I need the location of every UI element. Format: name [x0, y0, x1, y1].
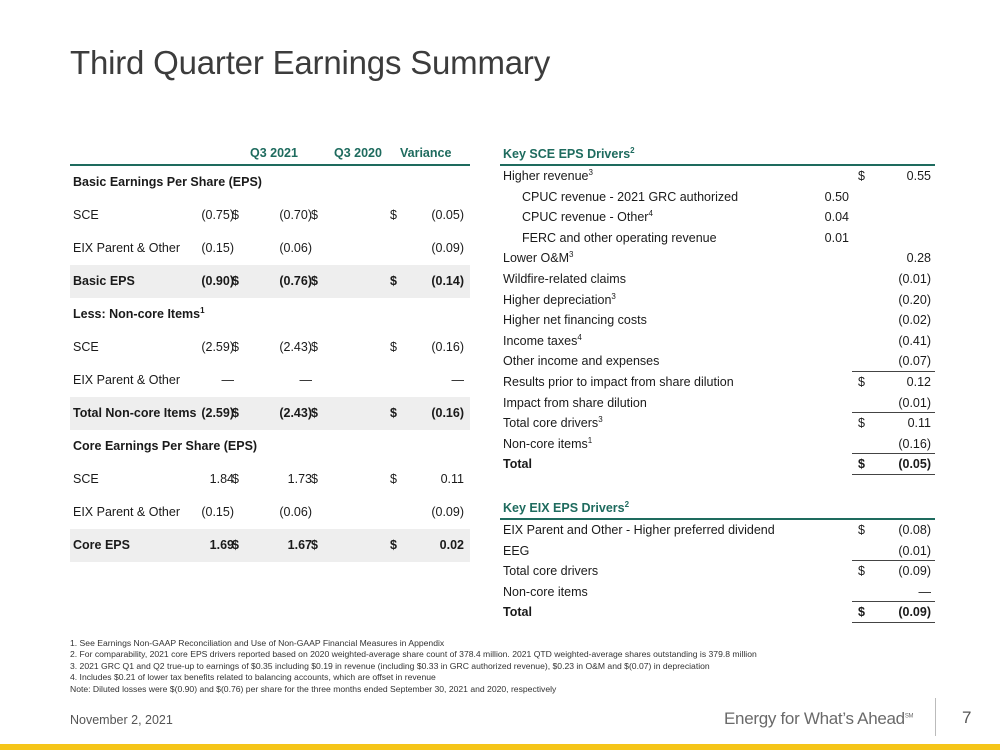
table-row: [70, 331, 470, 364]
cell-value: (0.75): [201, 208, 234, 222]
currency-symbol: $: [390, 274, 397, 288]
footnote-ref: 1: [200, 305, 205, 315]
cell-value: (0.09): [431, 505, 464, 519]
cell-value: (0.76): [279, 274, 312, 288]
driver-row: [500, 310, 935, 331]
driver-label: Total core drivers: [503, 564, 599, 579]
driver-value: (0.20): [898, 292, 931, 307]
footnote-ref: 4: [577, 332, 582, 342]
table-row: [70, 463, 470, 496]
currency-symbol: $: [390, 208, 397, 222]
currency-symbol: $: [390, 472, 397, 486]
driver-value: (0.16): [898, 436, 931, 451]
driver-row: [500, 434, 935, 455]
cell-value: 0.11: [440, 472, 464, 486]
driver-label: CPUC revenue - 2021 GRC authorized: [522, 189, 739, 204]
cell-value: (0.06): [279, 505, 312, 519]
footnote-ref: 3: [598, 414, 603, 424]
driver-row: [500, 207, 935, 228]
footnote: 4. Includes $0.21 of lower tax benefits related to balancing accounts, which are offset in revenue: [70, 672, 436, 683]
footnote: Note: Diluted losses were $(0.90) and $(0.76) per share for the three months ended September 30, 2021 and 2020, respectively: [70, 683, 557, 694]
row-label: Basic EPS: [73, 274, 135, 288]
footer-tagline: Energy for What’s Ahead℠: [724, 709, 914, 728]
driver-row: [500, 520, 935, 541]
bottom-accent-bar: [0, 744, 1000, 750]
cell-value: (0.09): [431, 241, 464, 255]
footer-date: November 2, 2021: [70, 713, 173, 727]
table-row: [70, 397, 470, 430]
driver-value: (0.01): [898, 271, 931, 286]
currency-symbol: $: [311, 274, 318, 288]
driver-label: Non-core items: [503, 584, 588, 599]
table-row: [70, 430, 470, 463]
eps-table-header: [70, 144, 470, 166]
driver-value: —: [918, 584, 931, 599]
table-row: [70, 364, 470, 397]
table-row: [70, 232, 470, 265]
footnote: 2. For comparability, 2021 core EPS drivers reported based on 2020 weighted-average share count of 378.4 million. 2021 QTD weighted-average shares outstanding is 379.8 million: [70, 649, 757, 660]
cell-value: (2.59): [201, 406, 234, 420]
footnote: 3. 2021 GRC Q1 and Q2 true-up to earnings of $0.35 including $0.19 in revenue (including $0.33 in GRC authorized revenue), $0.23 in O&M and $(0.07) in depreciation: [70, 660, 710, 671]
row-label: Less: Non-core Items$^1$: [73, 305, 205, 321]
currency-symbol: $: [858, 605, 865, 620]
row-label: SCE: [73, 472, 99, 486]
footnote-ref: 3: [611, 291, 616, 301]
cell-value: 1.73: [287, 472, 312, 486]
driver-label: Income taxes$^4$: [503, 332, 582, 348]
footnote-ref: 3: [569, 250, 574, 260]
currency-symbol: $: [858, 523, 865, 537]
footnote-ref: 3: [588, 167, 593, 177]
driver-row: [500, 290, 935, 311]
table-row: [70, 265, 470, 298]
cell-value: —: [451, 373, 464, 387]
driver-row: [500, 228, 935, 249]
driver-label: CPUC revenue - Other$^4$: [522, 209, 653, 225]
currency-symbol: $: [858, 169, 865, 183]
sub-value: 0.01: [824, 230, 849, 245]
cell-value: (0.06): [279, 241, 312, 255]
page-title: Third Quarter Earnings Summary: [70, 44, 550, 81]
driver-row: [500, 331, 935, 352]
driver-row: [500, 248, 935, 269]
driver-row: [500, 541, 935, 562]
cell-value: (0.14): [431, 274, 464, 288]
sub-value: 0.50: [824, 189, 849, 204]
driver-label: Total: [503, 457, 532, 472]
eps-summary-table: [70, 144, 470, 562]
cell-value: (2.43): [279, 340, 312, 354]
cell-value: (0.16): [431, 406, 464, 420]
cell-value: —: [299, 373, 312, 387]
cell-value: (2.59): [201, 340, 234, 354]
header-q3-2020: Q3 2020: [334, 146, 382, 160]
driver-label: Non-core items$^1$: [503, 435, 593, 451]
cell-value: 1.84: [209, 472, 234, 486]
driver-label: Wildfire-related claims: [503, 271, 626, 286]
currency-symbol: $: [232, 538, 239, 552]
driver-label: Other income and expenses: [503, 354, 660, 369]
driver-value: (0.07): [898, 354, 931, 369]
currency-symbol: $: [390, 406, 397, 420]
driver-label: FERC and other operating revenue: [522, 230, 717, 245]
driver-label: Total core drivers$^3$: [503, 414, 603, 431]
driver-label: Higher net financing costs: [503, 313, 647, 328]
sub-value: 0.04: [824, 210, 849, 225]
table-row: [70, 529, 470, 562]
row-label: SCE: [73, 340, 99, 354]
currency-symbol: $: [390, 340, 397, 354]
driver-label: Results prior to impact from share dilution: [503, 374, 734, 389]
currency-symbol: $: [858, 457, 865, 472]
row-label: Total Non-core Items: [73, 406, 197, 420]
currency-symbol: $: [311, 208, 318, 222]
row-label: Core EPS: [73, 538, 130, 552]
driver-row: [500, 582, 935, 603]
footnote: 1. See Earnings Non-GAAP Reconciliation and Use of Non-GAAP Financial Measures in Appendix: [70, 638, 445, 648]
row-label: SCE: [73, 208, 99, 222]
sce-drivers-table: [500, 144, 935, 475]
eix-drivers-table: [500, 498, 935, 623]
eix-drivers-title: Key EIX EPS Drivers$^2$: [500, 498, 935, 520]
sce-drivers-title: Key SCE EPS Drivers$^2$: [500, 144, 935, 166]
currency-symbol: $: [232, 274, 239, 288]
cell-value: 0.02: [439, 538, 464, 552]
header-q3-2021: Q3 2021: [250, 146, 298, 160]
driver-row: [500, 166, 935, 187]
cell-value: —: [221, 373, 234, 387]
driver-label: EEG: [503, 543, 530, 558]
driver-row: [500, 351, 935, 372]
driver-value: 0.12: [906, 374, 931, 389]
row-label: EIX Parent & Other: [73, 241, 180, 255]
row-label: EIX Parent & Other: [73, 505, 180, 519]
driver-value: (0.41): [898, 333, 931, 348]
driver-value: 0.11: [907, 416, 931, 431]
row-label: EIX Parent & Other: [73, 373, 180, 387]
driver-value: (0.09): [898, 564, 931, 579]
driver-value: 0.55: [906, 169, 931, 183]
driver-row: [500, 187, 935, 208]
cell-value: (2.43): [279, 406, 312, 420]
currency-symbol: $: [232, 472, 239, 486]
currency-symbol: $: [232, 208, 239, 222]
table-row: [70, 166, 470, 199]
currency-symbol: $: [232, 340, 239, 354]
driver-row: [500, 413, 935, 434]
currency-symbol: $: [858, 374, 865, 389]
driver-value: (0.05): [898, 457, 931, 472]
driver-label: Lower $O\&M^3$: [503, 250, 574, 266]
footer-divider: [935, 698, 936, 736]
cell-value: (0.05): [431, 208, 464, 222]
cell-value: (0.16): [431, 340, 464, 354]
cell-value: (0.90): [201, 274, 234, 288]
currency-symbol: $: [390, 538, 397, 552]
table-row: [70, 496, 470, 529]
currency-symbol: $: [858, 564, 865, 579]
driver-row: [500, 561, 935, 582]
currency-symbol: $: [311, 340, 318, 354]
cell-value: (0.15): [201, 241, 234, 255]
cell-value: 1.69: [209, 538, 234, 552]
page-number: 7: [962, 708, 972, 727]
driver-value: (0.01): [898, 543, 931, 558]
driver-row: [500, 602, 935, 623]
driver-value: (0.02): [898, 313, 931, 328]
header-variance: Variance: [400, 146, 452, 160]
driver-label: EIX Parent and Other - Higher preferred dividend: [503, 523, 775, 537]
driver-label: Higher depreciation$^3$: [503, 291, 616, 307]
driver-label: Total: [503, 605, 532, 620]
driver-row: [500, 454, 935, 475]
cell-value: (0.15): [201, 505, 234, 519]
driver-value: (0.09): [898, 605, 931, 620]
footnote-ref: 1: [587, 435, 593, 445]
cell-value: (0.70): [279, 208, 312, 222]
currency-symbol: $: [232, 406, 239, 420]
driver-value: (0.08): [898, 523, 931, 537]
currency-symbol: $: [858, 416, 865, 431]
driver-label: Impact from share dilution: [503, 395, 647, 410]
currency-symbol: $: [311, 406, 318, 420]
table-row: [70, 298, 470, 331]
row-label: Core Earnings Per Share (EPS): [73, 439, 258, 453]
driver-value: (0.01): [898, 395, 931, 410]
cell-value: 1.67: [287, 538, 312, 552]
currency-symbol: $: [311, 472, 318, 486]
footnote-ref: 4: [648, 209, 653, 219]
table-row: [70, 199, 470, 232]
driver-row: [500, 393, 935, 414]
driver-label: Higher revenue$^3$: [503, 167, 593, 183]
footnotes: [70, 638, 757, 695]
driver-value: 0.28: [906, 251, 931, 266]
driver-row: [500, 372, 935, 393]
row-label: Basic Earnings Per Share (EPS): [73, 175, 262, 189]
driver-row: [500, 269, 935, 290]
currency-symbol: $: [311, 538, 318, 552]
